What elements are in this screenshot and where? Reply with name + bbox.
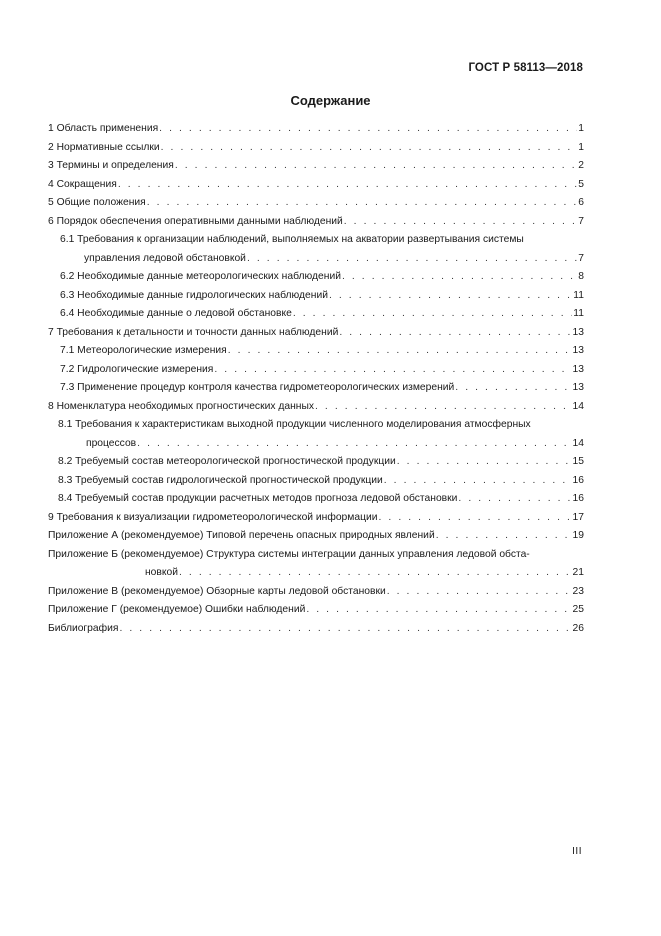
toc-leader-dots — [458, 490, 571, 509]
toc-entry-page: 1 — [578, 123, 584, 134]
toc-leader-dots — [119, 620, 571, 639]
toc-entry-text: 7.2 Гидрологические измерения — [60, 363, 214, 375]
toc-entry-page: 15 — [572, 456, 584, 467]
toc-entry-7[interactable] — [48, 324, 584, 343]
toc-entry-page: 13 — [572, 382, 584, 393]
toc-entry-text: 8 Номенклатура необходимых прогностических данных — [48, 400, 315, 412]
toc-entry-page: 25 — [572, 604, 584, 615]
toc-entry-text: Приложение Г (рекомендуемое) Ошибки наблюдений — [48, 604, 306, 615]
toc-leader-dots — [247, 250, 577, 269]
toc-leader-dots — [159, 120, 577, 139]
toc-entry-text: 6.4 Необходимые данные о ледовой обстановке — [60, 308, 292, 319]
toc-entry-text: Приложение А (рекомендуемое) Типовой перечень опасных природных явлений — [48, 530, 435, 541]
toc-entry-6-4[interactable] — [60, 305, 584, 324]
toc-leader-dots — [329, 287, 572, 306]
toc-leader-dots — [137, 435, 571, 454]
standard-code: ГОСТ Р 58113—2018 — [468, 62, 583, 74]
toc-entry-bibliography[interactable] — [48, 620, 584, 639]
toc-leader-dots — [378, 509, 571, 528]
toc-entry-text-continued: процессов — [86, 437, 137, 449]
toc-entry-appendix-v[interactable] — [48, 583, 584, 602]
toc-entry-text: Приложение Б (рекомендуемое) Структура системы интеграции данных управления ледовой обста- — [48, 548, 530, 560]
toc-entry-page: 13 — [572, 326, 584, 338]
toc-entry-text: 6.3 Необходимые данные гидрологических наблюдений — [60, 289, 328, 301]
toc-title: Содержание — [290, 93, 371, 108]
toc-entry-text: 8.4 Требуемый состав продукции расчетных методов прогноза ледовой обстановки — [58, 493, 458, 504]
toc-entry-text: 1 Область применения — [48, 123, 159, 134]
toc-entry-text: 8.3 Требуемый состав гидрологической прогностической продукции — [58, 474, 383, 486]
toc-entry-appendix-b[interactable] — [48, 546, 584, 583]
toc-entry-text: 4 Сокращения — [48, 178, 117, 190]
toc-leader-dots — [161, 139, 578, 158]
toc-entry-appendix-g[interactable] — [48, 601, 584, 620]
toc-entry-text: 5 Общие положения — [48, 197, 146, 208]
toc-entry-text: 6.2 Необходимые данные метеорологических наблюдений — [60, 271, 341, 282]
toc-leader-dots — [179, 564, 572, 583]
toc-entry-1[interactable] — [48, 120, 584, 139]
toc-entry-text: Приложение В (рекомендуемое) Обзорные карты ледовой обстановки — [48, 585, 386, 597]
toc-entry-page: 16 — [572, 493, 584, 504]
toc-entry-page: 16 — [572, 474, 584, 486]
toc-entry-page: 6 — [578, 197, 584, 208]
toc-entry-page: 21 — [572, 567, 584, 578]
toc-leader-dots — [306, 601, 571, 620]
toc-leader-dots — [436, 527, 572, 546]
toc-leader-dots — [118, 176, 577, 195]
toc-entry-page: 7 — [578, 215, 584, 227]
toc-entry-page: 2 — [578, 160, 584, 171]
table-of-contents — [48, 120, 584, 638]
toc-entry-page: 14 — [572, 400, 584, 412]
toc-leader-dots — [344, 213, 578, 232]
toc-entry-2[interactable] — [48, 139, 584, 158]
toc-entry-appendix-a[interactable] — [48, 527, 584, 546]
toc-entry-page: 14 — [572, 437, 584, 449]
toc-entry-7-2[interactable] — [60, 361, 584, 380]
toc-leader-dots — [214, 361, 571, 380]
toc-entry-page: 19 — [572, 530, 584, 541]
toc-entry-8[interactable] — [48, 398, 584, 417]
toc-entry-text: 6 Порядок обеспечения оперативными данными наблюдений — [48, 215, 343, 227]
toc-entry-text: 9 Требования к визуализации гидрометеорологической информации — [48, 511, 378, 523]
toc-entry-page: 5 — [578, 178, 584, 190]
toc-entry-page: 1 — [578, 141, 584, 153]
toc-leader-dots — [384, 472, 572, 491]
toc-leader-dots — [175, 157, 577, 176]
toc-entry-6-2[interactable] — [60, 268, 584, 287]
page-number: III — [572, 846, 582, 857]
toc-entry-8-4[interactable] — [58, 490, 584, 509]
toc-leader-dots — [147, 194, 578, 213]
toc-entry-text: 7.1 Метеорологические измерения — [60, 345, 227, 356]
toc-entry-page: 17 — [572, 511, 584, 523]
toc-entry-4[interactable] — [48, 176, 584, 195]
toc-entry-3[interactable] — [48, 157, 584, 176]
toc-leader-dots — [339, 324, 571, 343]
toc-entry-page: 7 — [578, 252, 584, 264]
toc-leader-dots — [455, 379, 571, 398]
toc-entry-8-2[interactable] — [58, 453, 584, 472]
toc-entry-text: 3 Термины и определения — [48, 160, 174, 171]
toc-entry-page: 26 — [572, 622, 584, 634]
toc-entry-text-continued: управления ледовой обстановкой — [84, 252, 246, 264]
toc-entry-text: 7 Требования к детальности и точности данных наблюдений — [48, 326, 339, 338]
toc-entry-8-1[interactable] — [58, 416, 584, 453]
toc-leader-dots — [228, 342, 572, 361]
toc-entry-6[interactable] — [48, 213, 584, 232]
toc-leader-dots — [315, 398, 572, 417]
toc-entry-page: 13 — [572, 345, 584, 356]
toc-entry-6-1[interactable] — [60, 231, 584, 268]
toc-entry-text: 8.2 Требуемый состав метеорологической прогностической продукции — [58, 456, 396, 467]
toc-leader-dots — [293, 305, 572, 324]
toc-entry-page: 11 — [573, 308, 584, 319]
toc-leader-dots — [387, 583, 572, 602]
toc-entry-page: 23 — [572, 585, 584, 597]
toc-leader-dots — [342, 268, 577, 287]
toc-entry-text: 7.3 Применение процедур контроля качества гидрометеорологических измерений — [60, 382, 455, 393]
toc-entry-text: 2 Нормативные ссылки — [48, 141, 160, 153]
toc-entry-7-3[interactable] — [60, 379, 584, 398]
toc-entry-page: 13 — [572, 363, 584, 375]
toc-entry-text: Библиография — [48, 622, 119, 634]
toc-entry-text: 6.1 Требования к организации наблюдений, выполняемых на акватории развертывания системы — [60, 234, 524, 245]
toc-leader-dots — [397, 453, 572, 472]
toc-entry-page: 11 — [573, 289, 584, 301]
toc-entry-page: 8 — [578, 271, 584, 282]
toc-entry-7-1[interactable] — [60, 342, 584, 361]
toc-entry-text-continued: новкой — [145, 567, 178, 578]
toc-entry-5[interactable] — [48, 194, 584, 213]
toc-entry-text: 8.1 Требования к характеристикам выходной продукции численного моделирования атмосферных — [58, 419, 531, 430]
toc-entry-9[interactable] — [48, 509, 584, 528]
toc-entry-8-3[interactable] — [58, 472, 584, 491]
toc-entry-6-3[interactable] — [60, 287, 584, 306]
